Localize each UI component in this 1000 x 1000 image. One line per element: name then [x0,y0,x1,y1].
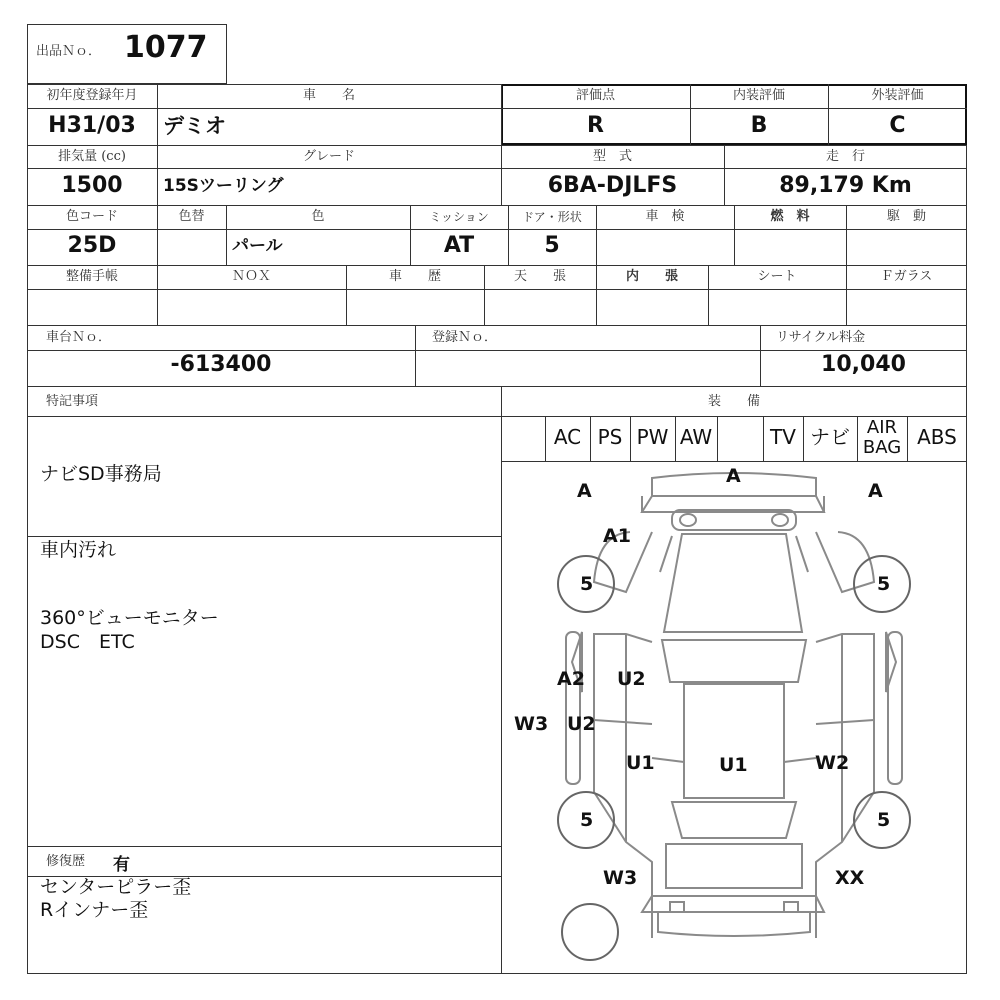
equip-aw: AW [679,425,713,449]
notes-line-3: 360°ビューモニター [40,607,219,629]
equip-airbag [857,418,907,458]
reg-date-value: H31/03 [48,113,136,138]
equip-tv: TV [770,425,796,449]
color-change-value [157,230,226,262]
color-code-label: 色コード [65,209,118,224]
fuel-value [734,230,846,262]
mission-label: ミッション [429,210,489,224]
interior-trim-label: 内 張 [625,269,678,284]
exterior-value: C [889,113,906,138]
score-value: R [587,113,604,138]
fuel-label: 燃 料 [770,209,810,224]
equip-ps: PS [597,425,623,449]
notes-label: 特記事項 [46,394,99,409]
color-value: パール [232,236,283,256]
mark-w3-left: W3 [514,713,549,735]
repair-line-1: センターピラー歪 [40,876,192,898]
mark-u2-top: U2 [617,668,646,690]
door-value: 5 [544,233,560,258]
history-label: 車 歴 [388,269,441,284]
mark-xx-bottom: XX [835,867,865,889]
mark-w3-bottom: W3 [603,867,638,889]
displacement-label: 排気量 (cc) [58,149,126,164]
front-glass-label: Ｆガラス [880,269,933,284]
car-name-label: 車 名 [302,88,355,103]
interior-label: 内装評価 [732,88,785,103]
interior-value: B [750,113,768,138]
mileage-value: 89,179 Km [779,173,912,198]
grade-value: 15Sツーリング [163,176,284,196]
reg-date-label: 初年度登録年月 [46,88,138,103]
seat-label: シート [757,269,797,284]
equip-airbag-line2: BAG [862,437,902,458]
model-label: 型 式 [592,149,632,164]
displacement-value: 1500 [61,173,123,198]
notes-line-1: ナビSD事務局 [40,463,162,485]
inspection-value [596,230,734,262]
equip-navi: ナビ [810,425,850,449]
drive-label: 駆 動 [886,209,926,224]
mark-tire-rr: 5 [877,809,891,831]
repair-history-value: 有 [113,855,130,875]
score-label: 評価点 [575,88,615,103]
inspection-label: 車 検 [645,209,685,224]
drive-value [846,230,967,262]
model-value: 6BA-DJLFS [547,173,678,198]
color-change-label: 色替 [178,209,205,224]
lot-label: 出品Ｎｏ． [36,44,102,59]
mark-a2: A2 [557,668,585,690]
color-code-value: 25D [67,233,117,258]
mileage-label: 走 行 [825,149,865,164]
repair-history-label: 修復歴 [46,854,86,869]
grade-label: グレード [302,149,355,164]
mark-u1-center: U1 [719,754,748,776]
mark-front-left: A [577,480,592,502]
mark-tire-fr: 5 [877,573,891,595]
mark-u2-left: U2 [567,713,596,735]
maintenance-book-label: 整備手帳 [65,269,118,284]
chassis-no-label: 車台Ｎｏ． [46,330,112,345]
mark-w2-right: W2 [815,752,850,774]
recycle-fee-value: 10,040 [821,352,906,377]
door-label: ドア・形状 [522,210,582,224]
mark-tire-rl: 5 [580,809,594,831]
mark-u1-left: U1 [626,752,655,774]
mission-value: AT [443,233,475,258]
equip-abs: ABS [917,425,957,449]
equipment-label: 装 備 [707,394,760,409]
nox-label: ＮＯＸ [231,269,271,284]
mark-hood: A1 [603,525,631,547]
chassis-no-value: -613400 [170,352,272,377]
notes-line-2: 車内汚れ [40,539,117,561]
lot-number: 1077 [124,30,208,65]
recycle-fee-label: リサイクル料金 [776,330,866,345]
reg-no-label: 登録Ｎｏ． [432,330,498,345]
exterior-label: 外装評価 [871,88,924,103]
reg-no-value [415,349,760,381]
repair-line-2: Rインナー歪 [40,899,149,921]
mark-front-right: A [868,480,883,502]
color-label: 色 [311,209,325,224]
equip-airbag-line1: AIR [866,417,898,438]
equip-pw: PW [636,425,669,449]
headliner-label: 天 張 [513,269,566,284]
equip-ac: AC [553,425,582,449]
mark-front-center: A [726,465,741,487]
notes-line-4: DSC ETC [40,631,135,653]
car-name-value: デミオ [163,114,226,138]
mark-tire-fl: 5 [580,573,594,595]
